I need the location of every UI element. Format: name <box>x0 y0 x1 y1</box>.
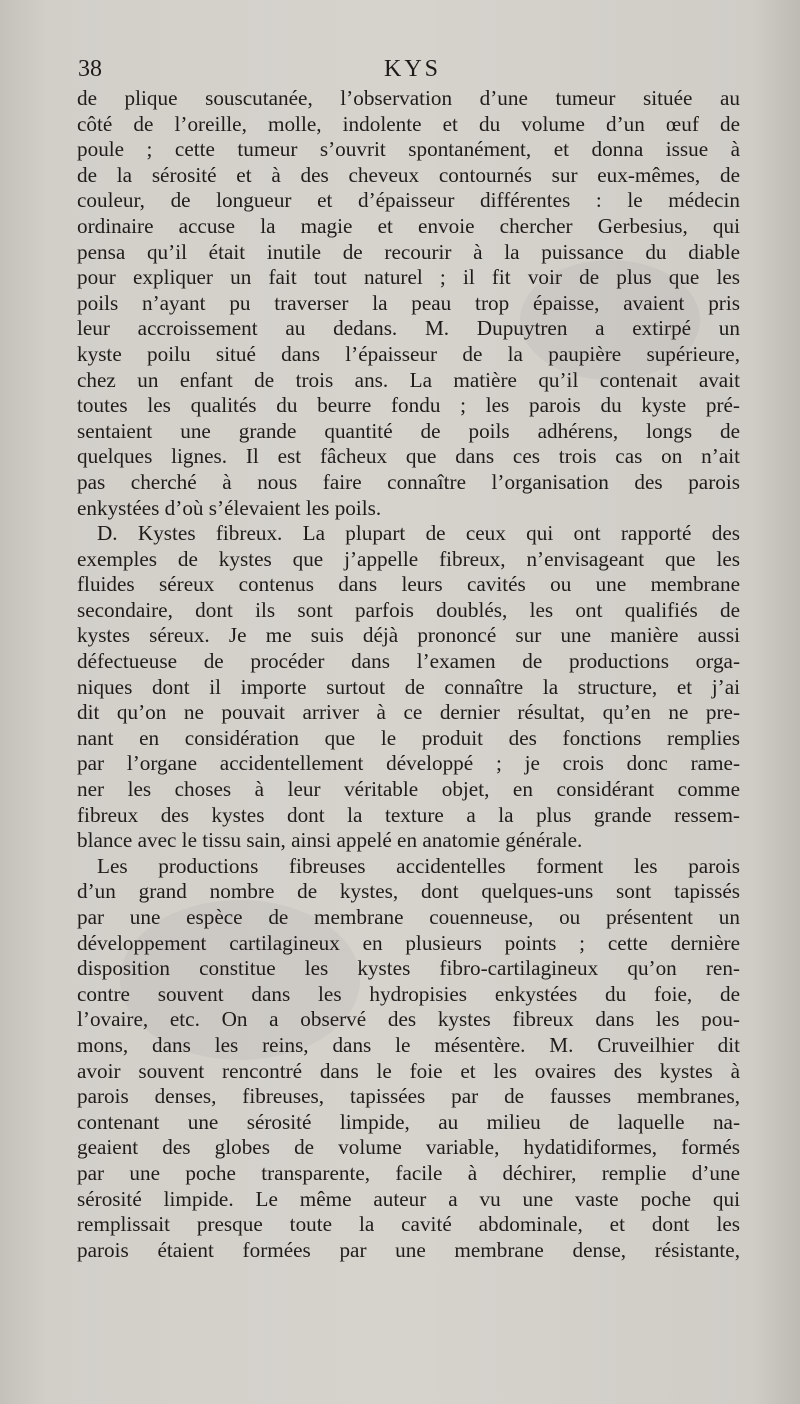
text-line: pour expliquer un fait tout naturel ; il fit voir de plus que les <box>77 265 740 290</box>
text-line: par une poche transparente, facile à déchirer, remplie d’une <box>77 1160 740 1185</box>
text-line: remplissait presque toute la cavité abdominale, et dont les <box>77 1212 740 1237</box>
text-line: couleur, de longueur et d’épaisseur différentes : le médecin <box>77 188 740 213</box>
text-line: disposition constitue les kystes fibro-cartilagineux qu’on ren- <box>77 956 740 981</box>
text-line: fibreux des kystes dont la texture a la plus grande ressem- <box>77 802 740 827</box>
page-header <box>78 52 738 88</box>
text-line: pas cherché à nous faire connaître l’organisation des parois <box>77 469 740 494</box>
text-line: exemples de kystes que j’appelle fibreux, n’envisageant que les <box>77 546 740 571</box>
text-line: côté de l’oreille, molle, indolente et du volume d’un œuf de <box>77 111 740 136</box>
text-line: développement cartilagineux en plusieurs points ; cette dernière <box>77 930 740 955</box>
text-line: ner les choses à leur véritable objet, en considérant comme <box>77 777 740 802</box>
text-line: parois denses, fibreuses, tapissées par de fausses membranes, <box>77 1084 740 1109</box>
text-line: poils n’ayant pu traverser la peau trop épaisse, avaient pris <box>77 290 740 315</box>
text-line: secondaire, dont ils sont parfois doublés, les ont qualifiés de <box>77 597 740 622</box>
text-line: de la sérosité et à des cheveux contournés sur eux-mêmes, de <box>77 162 740 187</box>
text-line: l’ovaire, etc. On a observé des kystes fibreux dans les pou- <box>77 1007 740 1032</box>
text-line: toutes les qualités du beurre fondu ; les parois du kyste pré- <box>77 393 740 418</box>
text-line: chez un enfant de trois ans. La matière qu’il contenait avait <box>77 367 740 392</box>
text-line: sérosité limpide. Le même auteur a vu une vaste poche qui <box>77 1186 740 1211</box>
text-line: geaient des globes de volume variable, hydatidiformes, formés <box>77 1135 740 1160</box>
text-line: par l’organe accidentellement développé ; je crois donc rame- <box>77 751 740 776</box>
page-number: 38 <box>78 56 102 82</box>
text-line: contre souvent dans les hydropisies enkystées du foie, de <box>77 981 740 1006</box>
text-line: quelques lignes. Il est fâcheux que dans ces trois cas on n’ait <box>77 444 740 469</box>
text-line: parois étaient formées par une membrane dense, résistante, <box>77 1237 740 1262</box>
text-line: sentaient une grande quantité de poils adhérens, longs de <box>77 418 740 443</box>
text-line: Les productions fibreuses accidentelles forment les parois <box>97 853 740 878</box>
text-line: poule ; cette tumeur s’ouvrit spontanément, et donna issue à <box>77 137 740 162</box>
text-line: par une espèce de membrane couenneuse, ou présentent un <box>77 905 740 929</box>
body-text <box>77 86 740 1263</box>
text-line: kystes séreux. Je me suis déjà prononcé sur une manière aussi <box>77 623 740 648</box>
text-line: dit qu’on ne pouvait arriver à ce dernier résultat, qu’en ne pre- <box>77 700 740 725</box>
text-line: de plique souscutanée, l’observation d’une tumeur située au <box>77 86 740 110</box>
text-line: mons, dans les reins, dans le mésentère. M. Cruveilhier dit <box>77 1032 740 1057</box>
text-line: leur accroissement au dedans. M. Dupuytren a extirpé un <box>77 316 740 341</box>
text-line: kyste poilu situé dans l’épaisseur de la paupière supérieure, <box>77 341 740 366</box>
text-line: niques dont il importe surtout de connaître la structure, et j’ai <box>77 674 740 699</box>
text-line: défectueuse de procéder dans l’examen de productions orga- <box>77 649 740 674</box>
text-line: fluides séreux contenus dans leurs cavités ou une membrane <box>77 572 740 597</box>
text-line: blance avec le tissu sain, ainsi appelé en anatomie générale. <box>77 828 583 853</box>
text-line: ordinaire accuse la magie et envoie chercher Gerbesius, qui <box>77 213 740 238</box>
running-head: KYS <box>384 56 442 82</box>
text-line: D. Kystes fibreux. La plupart de ceux qui ont rapporté des <box>97 521 740 546</box>
text-line: nant en considération que le produit des fonctions remplies <box>77 725 740 750</box>
text-line: enkystées d’où s’élevaient les poils. <box>77 495 382 520</box>
text-line: pensa qu’il était inutile de recourir à la puissance du diable <box>77 239 740 264</box>
text-line: avoir souvent rencontré dans le foie et les ovaires des kystes à <box>77 1058 740 1083</box>
text-line: d’un grand nombre de kystes, dont quelques-uns sont tapissés <box>77 879 740 904</box>
text-line: contenant une sérosité limpide, au milieu de laquelle na- <box>77 1109 740 1134</box>
